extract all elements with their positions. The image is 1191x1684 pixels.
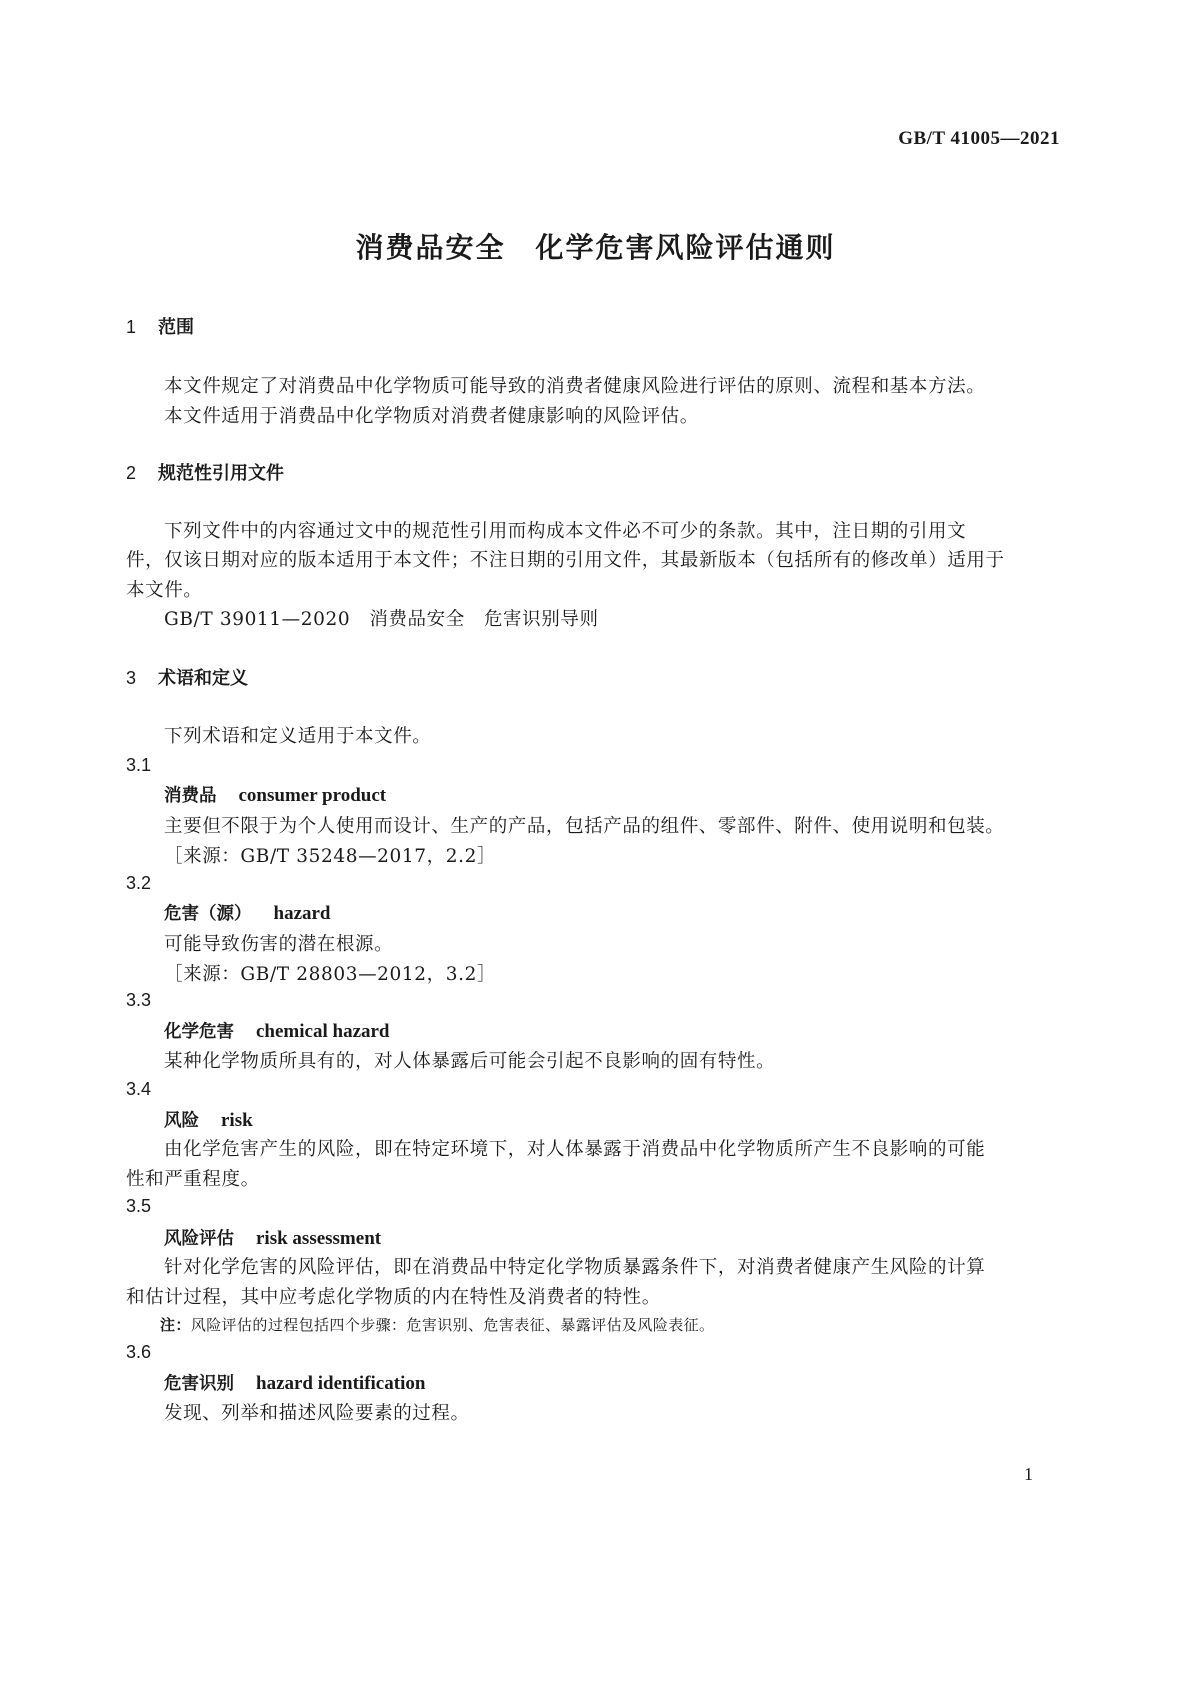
- paragraph: 本文件规定了对消费品中化学物质可能导致的消费者健康风险进行评估的原则、流程和基本方法。: [164, 376, 986, 397]
- term-definition: 发现、列举和描述风险要素的过程。: [164, 1403, 470, 1424]
- section-title: 范围: [158, 317, 194, 338]
- term-heading: [164, 1370, 425, 1395]
- section-number: 3: [126, 668, 137, 688]
- term-zh: 风险: [164, 1111, 199, 1131]
- term-en: risk: [221, 1110, 253, 1131]
- paragraph-line: 下列文件中的内容通过文中的规范性引用而构成本文件必不可少的条款。其中，注日期的引用文: [164, 521, 967, 542]
- term-source: ［来源：GB/T 35248—2017，2.2］: [164, 846, 497, 867]
- term-en: risk assessment: [256, 1228, 382, 1249]
- term-heading: [164, 1107, 253, 1132]
- term-zh: 消费品: [164, 786, 217, 806]
- paragraph-line: 本文件。: [126, 580, 203, 601]
- term-definition: 性和严重程度。: [126, 1169, 260, 1190]
- term-zh: 风险评估: [164, 1229, 234, 1249]
- note-label: 注：: [160, 1316, 191, 1334]
- page-number: 1: [1024, 1464, 1033, 1484]
- term-heading: [164, 1225, 381, 1250]
- paragraph: 本文件适用于消费品中化学物质对消费者健康影响的风险评估。: [164, 406, 699, 427]
- paragraph-line: 件，仅该日期对应的版本适用于本文件；不注日期的引用文件，其最新版本（包括所有的修改单）适用于: [126, 550, 1005, 571]
- section-title: 术语和定义: [158, 668, 248, 689]
- term-number: 3.6: [126, 1342, 152, 1362]
- term-heading: [164, 1018, 390, 1043]
- document-title: 消费品安全 化学危害风险评估通则: [355, 231, 836, 264]
- section-title: 规范性引用文件: [158, 463, 284, 484]
- term-definition: 某种化学物质所具有的，对人体暴露后可能会引起不良影响的固有特性。: [164, 1051, 776, 1072]
- term-number: 3.4: [126, 1079, 152, 1099]
- section-3-heading: [126, 664, 248, 690]
- term-source: ［来源：GB/T 28803—2012，3.2］: [164, 964, 497, 985]
- term-definition: 可能导致伤害的潜在根源。: [164, 934, 394, 955]
- term-heading: [164, 782, 386, 807]
- term-number: 3.1: [126, 755, 152, 775]
- term-en: consumer product: [238, 785, 387, 806]
- note-text: 风险评估的过程包括四个步骤：危害识别、危害表征、暴露评估及风险表征。: [190, 1316, 715, 1334]
- term-definition: 由化学危害产生的风险，即在特定环境下，对人体暴露于消费品中化学物质所产生不良影响的可能: [164, 1139, 986, 1160]
- term-definition: 针对化学危害的风险评估，即在消费品中特定化学物质暴露条件下，对消费者健康产生风险的计算: [164, 1257, 986, 1278]
- section-2-heading: [126, 459, 284, 485]
- term-en: hazard: [273, 903, 331, 924]
- section-1-heading: [126, 313, 194, 339]
- term-zh: 危害识别: [164, 1374, 234, 1394]
- standard-number: GB/T 41005—2021: [898, 128, 1060, 149]
- section-number: 1: [126, 317, 137, 337]
- term-number: 3.2: [126, 873, 152, 893]
- paragraph: 下列术语和定义适用于本文件。: [164, 726, 432, 747]
- term-number: 3.3: [126, 990, 152, 1010]
- term-definition: 和估计过程，其中应考虑化学物质的内在特性及消费者的特性。: [126, 1287, 661, 1308]
- term-en: chemical hazard: [256, 1021, 390, 1042]
- term-heading: [164, 900, 331, 925]
- term-en: hazard identification: [256, 1373, 426, 1394]
- section-number: 2: [126, 463, 137, 483]
- term-definition: 主要但不限于为个人使用而设计、生产的产品，包括产品的组件、零部件、附件、使用说明和包装。: [164, 816, 1005, 837]
- term-number: 3.5: [126, 1196, 152, 1216]
- term-note: [160, 1314, 714, 1335]
- term-zh: 化学危害: [164, 1022, 234, 1042]
- term-zh: 危害（源）: [164, 904, 252, 924]
- normative-reference: GB/T 39011—2020 消费品安全 危害识别导则: [164, 609, 599, 630]
